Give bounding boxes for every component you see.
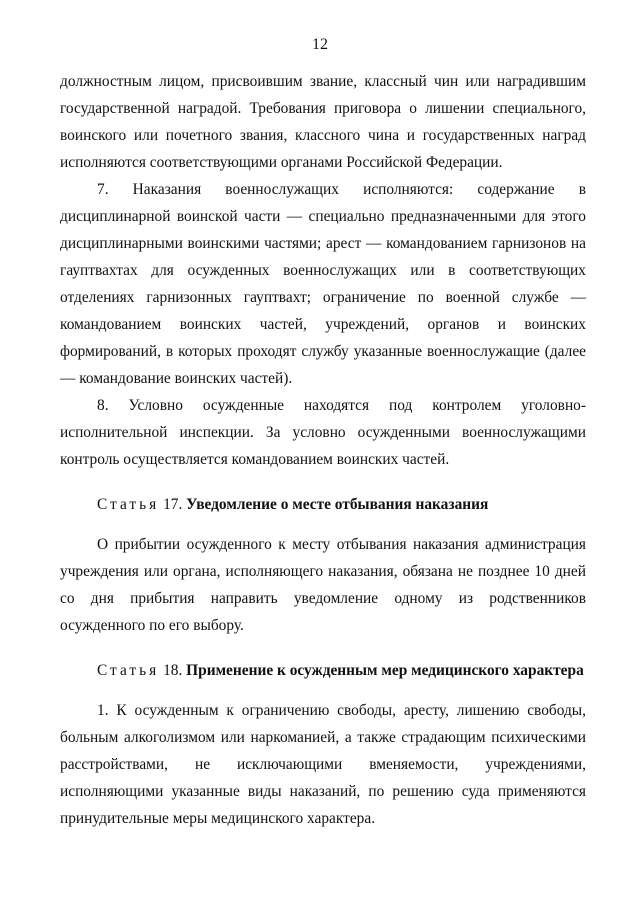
article-18-heading (60, 657, 586, 684)
paragraph-item-7: 7. Наказания военнослужащих исполняются: содержание в дисциплинарной воинской части — специально предназначенными для этого дисциплинарными воинскими частями; арест — командованием гарнизонов на гауптвахтах для осужденных военнослужащих или в соответствующих отделениях гарнизонных гауптвахт; ограничение по военной службе — командованием воинских частей, учреждений, органов и воинских формирований, в которых проходят службу указанные военнослужащие (далее — командование воинских частей). (60, 181, 586, 387)
paragraph-continuation: должностным лицом, присвоившим звание, классный чин или наградившим государственной наградой. Требования приговора о лишении специального, воинского или почетного звания, классного чина и государственных наград исполняются соответствующими органами Российской Федерации. (60, 73, 586, 171)
article-17-heading (60, 491, 586, 518)
article-18-title: Применение к осужденным мер медицинского характера (186, 662, 584, 679)
article-17-title: Уведомление о месте отбывания наказания (186, 496, 489, 513)
article-17-text: О прибытии осужденного к месту отбывания наказания администрация учреждения или органа, исполняющего наказания, обязана не позднее 10 дней со дня прибытия направить уведомление одному из родственников осужденного по его выбору. (60, 536, 586, 634)
article-18-number: 18. (159, 662, 187, 679)
paragraph-item-8: 8. Условно осужденные находятся под контролем уголовно-исполнительной инспекции. За условно осужденными военнослужащими контроль осуществляется командованием воинских частей. (60, 397, 586, 468)
article-17-word: Статья (97, 496, 160, 513)
article-18-word: Статья (97, 662, 160, 679)
page-number: 12 (312, 36, 328, 53)
document-body (60, 68, 586, 832)
article-17-number: 17. (159, 496, 187, 513)
article-18-text: 1. К осужденным к ограничению свободы, аресту, лишению свободы, больным алкоголизмом или наркоманией, а также страдающим психическими расстройствами, не исключающими вменяемости, учреждениями, исполняющими указанные виды наказаний, по решению суда применяются принудительные меры медицинского характера. (60, 702, 586, 827)
